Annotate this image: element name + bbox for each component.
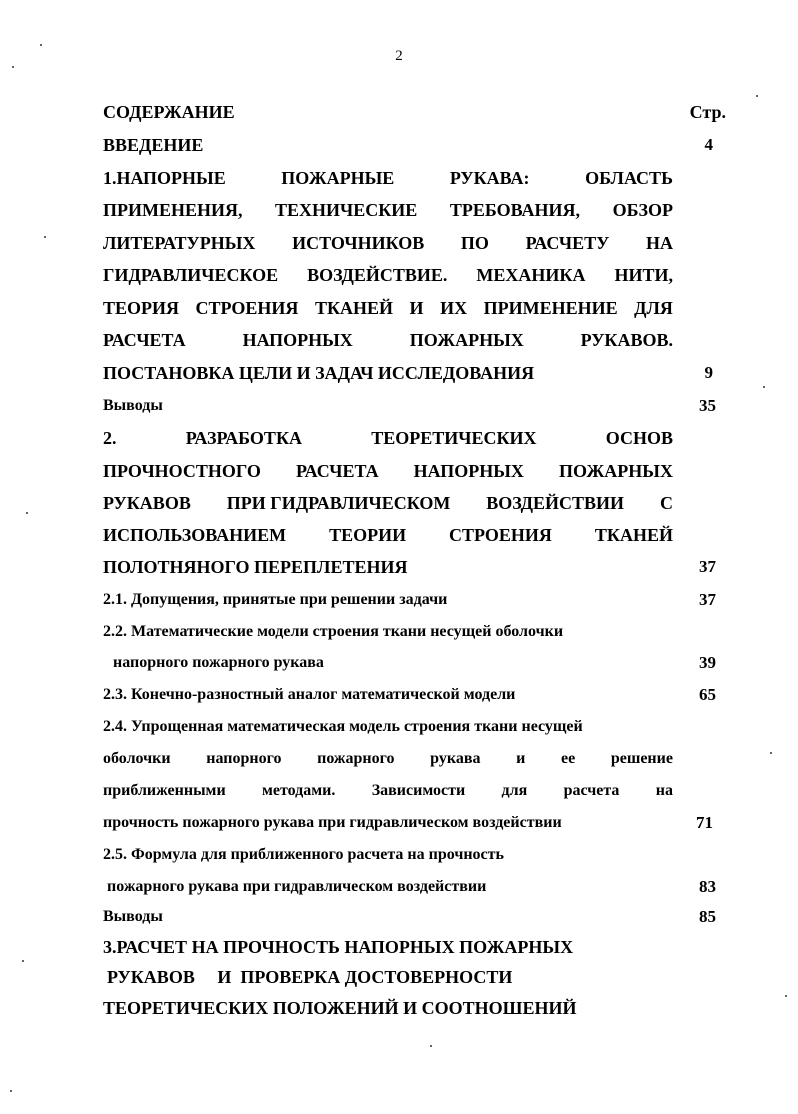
- scan-speck: [12, 66, 14, 68]
- scan-speck: [756, 95, 758, 97]
- toc-section-2-2-line-2[interactable]: напорного пожарного рукава: [113, 654, 324, 671]
- toc-ch3-line-2[interactable]: РУКАВОВ И ПРОВЕРКА ДОСТОВЕРНОСТИ: [107, 967, 513, 987]
- scan-speck: [785, 995, 787, 997]
- toc-section-2-1[interactable]: 2.1. Допущения, принятые при решении задачи: [103, 591, 448, 608]
- toc-section-2-4-line-4[interactable]: прочность пожарного рукава при гидравлическом воздействии: [103, 814, 562, 831]
- toc-page-ch2: 37: [699, 557, 716, 576]
- toc-section-2-4-line-1[interactable]: 2.4. Упрощенная математическая модель строения ткани несущей: [103, 718, 583, 735]
- toc-section-2-5-line-1[interactable]: 2.5. Формула для приближенного расчета на прочность: [103, 846, 504, 863]
- scan-speck: [44, 236, 46, 238]
- page-number: 2: [395, 48, 403, 64]
- toc-ch1-line-3[interactable]: ЛИТЕРАТУРНЫХ ИСТОЧНИКОВ ПО РАСЧЕТУ НА: [103, 233, 673, 253]
- toc-ch2-line-3[interactable]: РУКАВОВ ПРИ ГИДРАВЛИЧЕСКОМ ВОЗДЕЙСТВИИ С: [103, 493, 673, 513]
- toc-page-2-5: 83: [699, 877, 716, 896]
- toc-page-ch1: 9: [704, 363, 713, 382]
- toc-title: СОДЕРЖАНИЕ: [103, 102, 235, 122]
- toc-ch1-line-5[interactable]: ТЕОРИЯ СТРОЕНИЯ ТКАНЕЙ И ИХ ПРИМЕНЕНИЕ ДЛЯ: [103, 298, 673, 318]
- scan-speck: [22, 960, 24, 962]
- toc-section-2-4-line-3[interactable]: приближенными методами. Зависимости для расчета на: [103, 782, 673, 799]
- toc-section-2-2-line-1[interactable]: 2.2. Математические модели строения ткани несущей оболочки: [103, 623, 564, 640]
- scan-speck: [40, 44, 42, 46]
- scan-speck: [430, 1045, 432, 1047]
- toc-entry-intro[interactable]: ВВЕДЕНИЕ: [103, 135, 204, 155]
- scan-speck: [26, 512, 28, 514]
- toc-page-2-4: 71: [696, 813, 713, 832]
- toc-ch1-line-7[interactable]: ПОСТАНОВКА ЦЕЛИ И ЗАДАЧ ИССЛЕДОВАНИЯ: [103, 363, 535, 383]
- toc-ch1-line-4[interactable]: ГИДРАВЛИЧЕСКОЕ ВОЗДЕЙСТВИЕ. МЕХАНИКА НИТИ,: [103, 265, 673, 285]
- toc-section-2-5-line-2[interactable]: пожарного рукава при гидравлическом воздействии: [107, 878, 487, 895]
- toc-ch3-line-3[interactable]: ТЕОРЕТИЧЕСКИХ ПОЛОЖЕНИЙ И СООТНОШЕНИЙ: [103, 998, 577, 1018]
- toc-page-2-1: 37: [699, 590, 716, 609]
- scan-speck: [763, 386, 765, 388]
- toc-ch1-line-2[interactable]: ПРИМЕНЕНИЯ, ТЕХНИЧЕСКИЕ ТРЕБОВАНИЯ, ОБЗОР: [103, 200, 673, 220]
- toc-page-2-3: 65: [699, 685, 716, 704]
- toc-page-ch2-conclusions: 85: [699, 907, 716, 926]
- scan-speck: [770, 752, 772, 754]
- page-column-header: Стр.: [689, 102, 726, 122]
- toc-ch2-conclusions[interactable]: Выводы: [103, 908, 163, 925]
- toc-ch3-line-1[interactable]: 3.РАСЧЕТ НА ПРОЧНОСТЬ НАПОРНЫХ ПОЖАРНЫХ: [103, 937, 574, 957]
- toc-ch2-line-2[interactable]: ПРОЧНОСТНОГО РАСЧЕТА НАПОРНЫХ ПОЖАРНЫХ: [103, 461, 673, 481]
- toc-ch2-line-4[interactable]: ИСПОЛЬЗОВАНИЕМ ТЕОРИИ СТРОЕНИЯ ТКАНЕЙ: [103, 525, 673, 545]
- toc-page-intro: 4: [704, 135, 713, 154]
- toc-page-2-2: 39: [699, 653, 716, 672]
- toc-page-ch1-conclusions: 35: [699, 396, 716, 415]
- toc-ch1-conclusions[interactable]: Выводы: [103, 397, 163, 414]
- toc-section-2-4-line-2[interactable]: оболочки напорного пожарного рукава и ее решение: [103, 750, 673, 767]
- toc-ch1-line-6[interactable]: РАСЧЕТА НАПОРНЫХ ПОЖАРНЫХ РУКАВОВ.: [103, 330, 673, 350]
- toc-ch2-line-5[interactable]: ПОЛОТНЯНОГО ПЕРЕПЛЕТЕНИЯ: [103, 557, 408, 577]
- toc-ch1-line-1[interactable]: 1.НАПОРНЫЕ ПОЖАРНЫЕ РУКАВА: ОБЛАСТЬ: [103, 168, 673, 188]
- toc-ch2-line-1[interactable]: 2. РАЗРАБОТКА ТЕОРЕТИЧЕСКИХ ОСНОВ: [103, 428, 673, 448]
- scan-speck: [10, 1090, 12, 1092]
- toc-section-2-3[interactable]: 2.3. Конечно-разностный аналог математической модели: [103, 686, 516, 703]
